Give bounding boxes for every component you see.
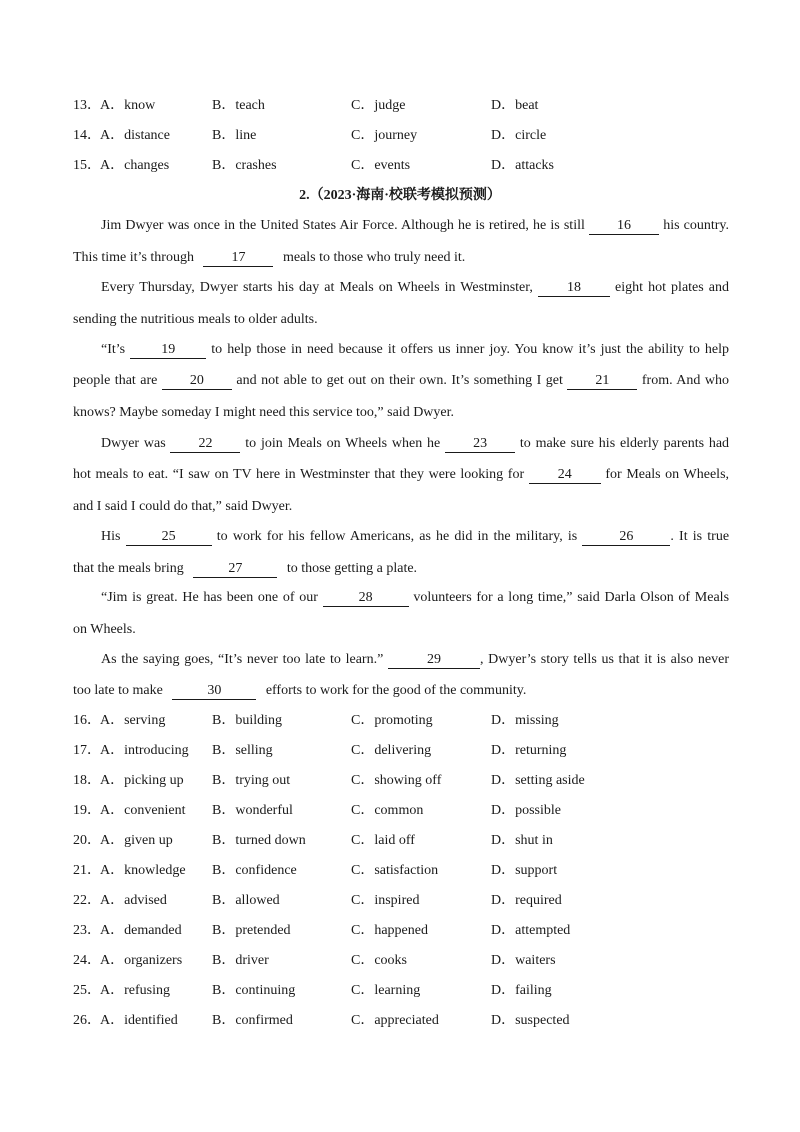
blank-27: 27 bbox=[193, 561, 277, 578]
passage-line bbox=[101, 527, 729, 547]
option-row-25 bbox=[73, 981, 733, 1001]
option-a: A．demanded bbox=[100, 923, 182, 938]
option-b: B．line bbox=[212, 128, 257, 143]
option-b: B．wonderful bbox=[212, 803, 293, 818]
blank-20: 20 bbox=[162, 373, 232, 390]
option-a: A．know bbox=[100, 98, 156, 113]
passage-line bbox=[101, 434, 729, 454]
option-d: D．suspected bbox=[491, 1013, 570, 1028]
blank-23: 23 bbox=[445, 436, 515, 453]
passage-line bbox=[73, 681, 729, 701]
passage-line: on Wheels. bbox=[73, 622, 136, 637]
option-b: B．continuing bbox=[212, 983, 296, 998]
passage-line: and I said I could do that,” said Dwyer. bbox=[73, 499, 293, 514]
passage-text: hot meals to eat. “I saw on TV here in Westminster that they were looking for bbox=[73, 467, 525, 482]
passage-text: people that are bbox=[73, 373, 158, 388]
blank-17: 17 bbox=[203, 250, 273, 267]
blank-22: 22 bbox=[170, 436, 240, 453]
passage-text: volunteers for a long time,” said Darla Olson of Meals bbox=[413, 590, 730, 605]
passage-line bbox=[73, 559, 729, 579]
option-c: C．laid off bbox=[351, 833, 415, 848]
question-number: 14． bbox=[73, 128, 101, 143]
passage-line: sending the nutritious meals to older adults. bbox=[73, 312, 318, 327]
blank-18: 18 bbox=[538, 280, 610, 297]
option-b: B．driver bbox=[212, 953, 269, 968]
passage-text: from. And who bbox=[641, 373, 730, 388]
passage-line bbox=[101, 650, 729, 670]
passage-line: knows? Maybe someday I might need this service too,” said Dwyer. bbox=[73, 405, 455, 420]
passage-line bbox=[101, 340, 729, 360]
option-c: C．events bbox=[351, 158, 411, 173]
option-c: C．satisfaction bbox=[351, 863, 439, 878]
blank-21: 21 bbox=[567, 373, 637, 390]
option-d: D．returning bbox=[491, 743, 567, 758]
option-c: C．promoting bbox=[351, 713, 433, 728]
question-number: 18． bbox=[73, 773, 101, 788]
option-a: A．changes bbox=[100, 158, 170, 173]
passage-text: his country. bbox=[663, 218, 730, 233]
option-row-21 bbox=[73, 861, 733, 881]
passage-text: Jim Dwyer was once in the United States Air Force. Although he is retired, he is still bbox=[101, 218, 585, 233]
question-number: 22． bbox=[73, 893, 101, 908]
option-d: D．failing bbox=[491, 983, 552, 998]
option-row-23 bbox=[73, 921, 733, 941]
option-a: A．identified bbox=[100, 1013, 178, 1028]
blank-26: 26 bbox=[582, 529, 670, 546]
option-b: B．teach bbox=[212, 98, 265, 113]
blank-30: 30 bbox=[172, 683, 256, 700]
question-number: 21． bbox=[73, 863, 101, 878]
blank-19: 19 bbox=[130, 342, 206, 359]
option-c: C．journey bbox=[351, 128, 418, 143]
blank-25: 25 bbox=[126, 529, 212, 546]
blank-16: 16 bbox=[589, 218, 659, 235]
option-a: A．distance bbox=[100, 128, 170, 143]
option-a: A．introducing bbox=[100, 743, 189, 758]
blank-24: 24 bbox=[529, 467, 601, 484]
section-title: 2.（2023·海南·校联考模拟预测） bbox=[299, 188, 501, 203]
passage-text: “Jim is great. He has been one of our bbox=[101, 590, 318, 605]
option-c: C．judge bbox=[351, 98, 406, 113]
blank-28: 28 bbox=[323, 590, 409, 607]
option-d: D．support bbox=[491, 863, 558, 878]
option-row-19 bbox=[73, 801, 733, 821]
option-c: C．learning bbox=[351, 983, 421, 998]
option-a: A．picking up bbox=[100, 773, 184, 788]
passage-line bbox=[101, 278, 729, 298]
option-b: B．selling bbox=[212, 743, 273, 758]
option-b: B．crashes bbox=[212, 158, 277, 173]
option-d: D．attempted bbox=[491, 923, 571, 938]
question-number: 15． bbox=[73, 158, 101, 173]
question-number: 23． bbox=[73, 923, 101, 938]
option-b: B．confidence bbox=[212, 863, 297, 878]
question-number: 17． bbox=[73, 743, 101, 758]
option-b: B．allowed bbox=[212, 893, 280, 908]
option-c: C．appreciated bbox=[351, 1013, 439, 1028]
option-row-17 bbox=[73, 741, 733, 761]
option-c: C．inspired bbox=[351, 893, 420, 908]
passage-text: that the meals bring bbox=[73, 561, 184, 576]
blank-29: 29 bbox=[388, 652, 480, 669]
passage-text: Every Thursday, Dwyer starts his day at Meals on Wheels in Westminster, bbox=[101, 280, 533, 295]
option-a: A．refusing bbox=[100, 983, 170, 998]
option-row-13 bbox=[73, 96, 733, 116]
passage-text: His bbox=[101, 529, 121, 544]
passage-text: meals to those who truly need it. bbox=[282, 250, 466, 265]
option-d: D．beat bbox=[491, 98, 539, 113]
option-d: D．required bbox=[491, 893, 562, 908]
option-row-15 bbox=[73, 156, 733, 176]
option-row-22 bbox=[73, 891, 733, 911]
option-b: B．trying out bbox=[212, 773, 291, 788]
option-a: A．organizers bbox=[100, 953, 183, 968]
passage-text: “It’s bbox=[101, 342, 126, 357]
option-b: B．turned down bbox=[212, 833, 306, 848]
option-c: C．common bbox=[351, 803, 424, 818]
passage-text: This time it’s through bbox=[73, 250, 194, 265]
passage-text: to make sure his elderly parents had bbox=[519, 436, 730, 451]
passage-line bbox=[101, 216, 729, 236]
option-d: D．circle bbox=[491, 128, 547, 143]
option-d: D．attacks bbox=[491, 158, 554, 173]
option-row-26 bbox=[73, 1011, 733, 1031]
option-row-14 bbox=[73, 126, 733, 146]
option-b: B．confirmed bbox=[212, 1013, 293, 1028]
passage-text: eight hot plates and bbox=[615, 280, 729, 295]
option-c: C．happened bbox=[351, 923, 428, 938]
passage-text: and not able to get out on their own. It’s something I get bbox=[236, 373, 563, 388]
option-a: A．serving bbox=[100, 713, 166, 728]
option-b: B．pretended bbox=[212, 923, 291, 938]
question-number: 26． bbox=[73, 1013, 101, 1028]
question-number: 19． bbox=[73, 803, 101, 818]
option-d: D．missing bbox=[491, 713, 559, 728]
option-a: A．advised bbox=[100, 893, 167, 908]
passage-line bbox=[73, 371, 729, 391]
option-d: D．setting aside bbox=[491, 773, 585, 788]
option-d: D．shut in bbox=[491, 833, 553, 848]
passage-line bbox=[73, 248, 729, 268]
passage-text: . It is true bbox=[670, 529, 730, 544]
option-b: B．building bbox=[212, 713, 283, 728]
option-row-16 bbox=[73, 711, 733, 731]
option-d: D．possible bbox=[491, 803, 561, 818]
passage-text: to help those in need because it offers us inner joy. You know it’s just the ability to help bbox=[211, 342, 730, 357]
question-number: 25． bbox=[73, 983, 101, 998]
passage-text: too late to make bbox=[73, 683, 163, 698]
option-row-20 bbox=[73, 831, 733, 851]
passage-line bbox=[73, 465, 729, 485]
option-d: D．waiters bbox=[491, 953, 556, 968]
option-c: C．cooks bbox=[351, 953, 407, 968]
option-a: A．convenient bbox=[100, 803, 186, 818]
question-number: 20． bbox=[73, 833, 101, 848]
passage-text: to work for his fellow Americans, as he did in the military, is bbox=[216, 529, 578, 544]
passage-line bbox=[101, 588, 729, 608]
passage-text: Dwyer was bbox=[101, 436, 166, 451]
passage-text: efforts to work for the good of the community. bbox=[265, 683, 527, 698]
option-row-24 bbox=[73, 951, 733, 971]
passage-text: to those getting a plate. bbox=[286, 561, 418, 576]
passage-text: As the saying goes, “It’s never too late to learn.” bbox=[101, 652, 384, 667]
passage-text: , Dwyer’s story tells us that it is also never bbox=[479, 652, 729, 667]
question-number: 13． bbox=[73, 98, 101, 113]
option-row-18 bbox=[73, 771, 733, 791]
question-number: 24． bbox=[73, 953, 101, 968]
option-a: A．given up bbox=[100, 833, 173, 848]
option-c: C．showing off bbox=[351, 773, 442, 788]
option-a: A．knowledge bbox=[100, 863, 186, 878]
passage-text: for Meals on Wheels, bbox=[605, 467, 730, 482]
question-number: 16． bbox=[73, 713, 101, 728]
option-c: C．delivering bbox=[351, 743, 432, 758]
passage-text: to join Meals on Wheels when he bbox=[245, 436, 441, 451]
